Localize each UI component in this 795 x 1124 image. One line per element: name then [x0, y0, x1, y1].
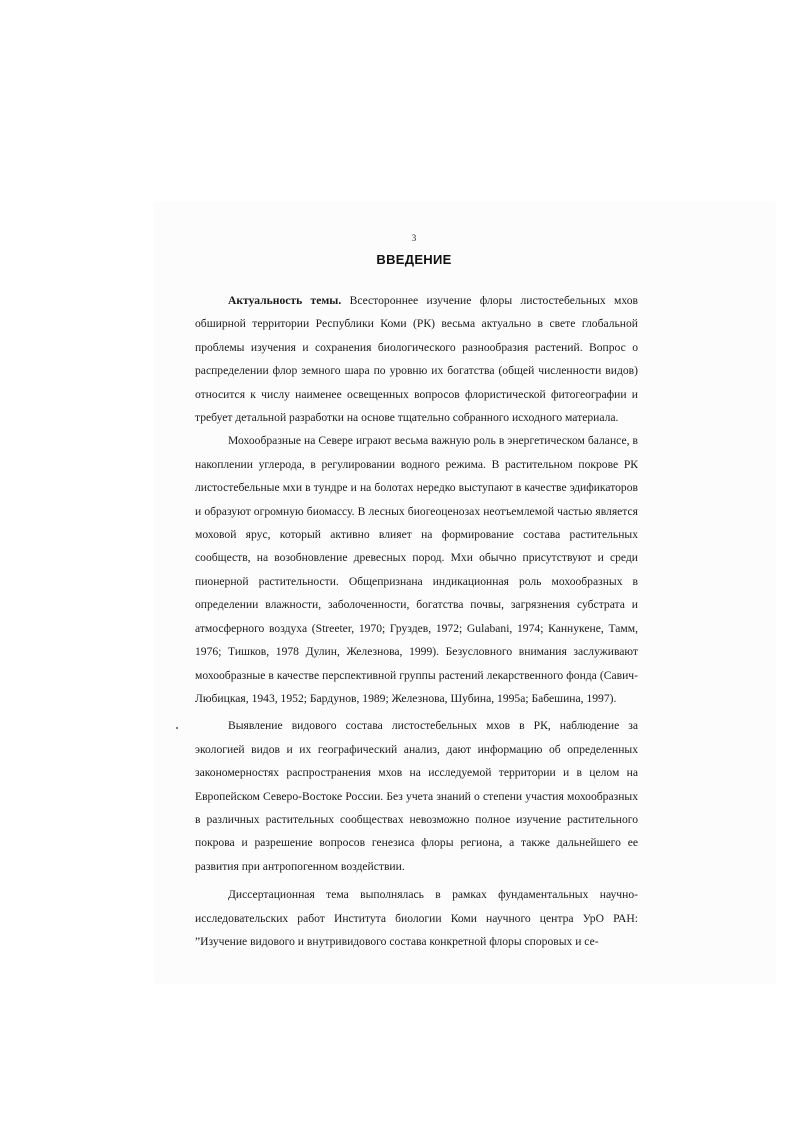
paragraph-dissertation: Диссертационная тема выполнялась в рамках фундаментальных научно-исследовательских работ Института биологии Коми научного центра УрО РАН: ”Изучение видового и внутривидового состава конкретной флоры споровых и се- — [195, 888, 638, 948]
body-text — [195, 289, 638, 953]
scan-speck — [176, 727, 178, 729]
paragraph-mosses-role: Мохообразные на Севере играют весьма важную роль в энергетическом балансе, в накоплении углерода, в регулировании водного режима. В растительном покрове РК листостебельные мхи в тундре и на болотах нередко выступают в качестве эдификаторов и образуют огромную биомассу. В лесных биогеоценозах неотъемлемой частью является моховой ярус, который активно влияет на формирование состава растительных сообществ, на возобновление древесных пород. Мхи обычно присутствуют и среди пионерной растительности. Общепризнана индикационная роль мохообразных в определении влажности, заболоченности, богатства почвы, загрязнения субстрата и атмосферного воздуха (Streeter, 1970; Груздев, 1972; Gulabani, 1974; Каннукене, Тамм, 1976; Тишков, 1978 Дулин, Железнова, 1999). Безусловного внимания заслуживают мохообразные в качестве перспективной группы растений лекарственного фонда (Савич-Любицкая, 1943, 1952; Бардунов, 1989; Железнова, Шубина, 1995а; Бабешина, 1997). — [195, 434, 638, 705]
page-number: 3 — [411, 233, 417, 243]
paragraph-relevance — [195, 289, 638, 429]
section-heading: ВВЕДЕНИЕ — [376, 252, 452, 267]
paragraph-text: Всестороннее изучение флоры листостебельных мхов обширной территории Республики Коми (РК) весьма актуально в свете глобальной проблемы изучения и сохранения биологического разнообразия растений. Вопрос о распределении флор земного шара по уровню их богатства (общей численности видов) относится к числу наименее освещенных вопросов флористической фитогеографии и требует детальной разработки на основе тщательно собранного исходного материала. — [195, 294, 638, 425]
paragraph-species-study: Выявление видового состава листостебельных мхов в РК, наблюдение за экологией видов и их географический анализ, дают информацию об определенных закономерностях распространения мхов на исследуемой территории и в целом на Европейском Северо-Востоке России. Без учета знаний о степени участия мохообразных в различных растительных сообществах невозможно полное изучение растительного покрова и разрешение вопросов генезиса флоры региона, а также дальнейшего ее развития при антропогенном воздействии. — [195, 719, 638, 873]
paragraph-lead: Актуальность темы. — [228, 294, 342, 307]
